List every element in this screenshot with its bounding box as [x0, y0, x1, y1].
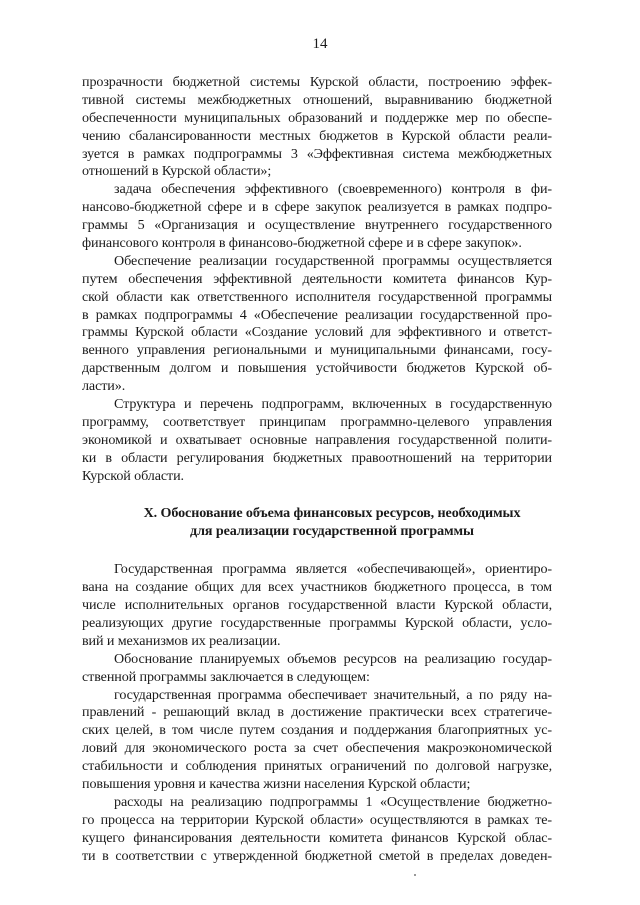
heading-line: X. Обоснование объема финансовых ресурсов, необходимых — [143, 505, 521, 522]
paragraph-line: ловий для экономического роста за счет обеспечения макроэкономической — [82, 740, 552, 757]
paragraph — [82, 794, 552, 866]
paragraph-line: ственной программы заключается в следующем: — [82, 668, 370, 685]
text-section-before-heading — [82, 74, 552, 485]
paragraph — [82, 74, 552, 181]
paragraph-line: реализующих другие государственные программы Курской области, усло- — [82, 614, 552, 631]
section-heading — [82, 505, 552, 541]
paragraph-line: экономикой и охватывает основные направления государственной полити- — [82, 431, 552, 448]
page-number: 14 — [312, 36, 328, 52]
paragraph — [82, 561, 552, 650]
paragraph-line: Государственная программа является «обеспечивающей», ориентиро- — [114, 561, 552, 578]
scan-speck — [414, 874, 416, 876]
paragraph-line: Обеспечение реализации государственной программы осуществляется — [114, 252, 552, 269]
paragraph-line: программу, соответствует принципам программно-целевого управления — [82, 413, 552, 430]
paragraph-line: расходы на реализацию подпрограммы 1 «Осуществление бюджетно- — [114, 793, 552, 810]
paragraph — [82, 396, 552, 485]
text-section-after-heading — [82, 561, 552, 865]
paragraph-line: ской области как ответственного исполнителя государственной программы — [82, 288, 552, 305]
paragraph-line: правлений - решающий вклад в достижение практически всех стратегиче- — [82, 704, 552, 721]
paragraph — [82, 651, 552, 687]
paragraph — [82, 253, 552, 396]
paragraph-line: прозрачности бюджетной системы Курской области, построению эффек- — [82, 74, 552, 90]
paragraph-line: дарственным долгом и повышения устойчивости бюджетов Курской об- — [82, 360, 552, 377]
paragraph — [82, 181, 552, 253]
paragraph-line: нансово-бюджетной сфере и в сфере закупок реализуется в рамках подпро- — [82, 199, 552, 216]
paragraph-line: обеспеченности муниципальных образований и поддержке мер по обеспе- — [82, 109, 552, 126]
paragraph-line: повышения уровня и качества жизни населения Курской области; — [82, 775, 471, 792]
paragraph-line: задача обеспечения эффективного (своевременного) контроля в фи- — [114, 181, 552, 198]
paragraph-line: в рамках подпрограммы 4 «Обеспечение реализации государственной про- — [82, 306, 552, 323]
paragraph-line: Обоснование планируемых объемов ресурсов на реализацию государ- — [114, 650, 552, 667]
paragraph-line: ти в соответствии с утвержденной бюджетной сметой в пределах доведен- — [82, 847, 552, 864]
paragraph-line: граммы 5 «Организация и осуществление внутреннего государственного — [82, 217, 552, 234]
paragraph-line: Курской области. — [82, 467, 184, 484]
paragraph-line: финансового контроля в финансово-бюджетной сфере и в сфере закупок». — [82, 235, 522, 252]
paragraph-line: числе исполнительных органов государственной власти Курской области, — [82, 597, 552, 614]
paragraph-line: венного управления региональными и муниципальными финансами, госу- — [82, 342, 552, 359]
paragraph-line: путем обеспечения эффективной деятельности комитета финансов Кур- — [82, 270, 552, 287]
paragraph-line: го процесса на территории Курской области» осуществляются в рамках те- — [82, 811, 552, 828]
paragraph-line: вий и механизмов их реализации. — [82, 632, 281, 649]
paragraph-line: ласти». — [82, 378, 126, 395]
paragraph-line: кущего финансирования деятельности комитета финансов Курской облас- — [82, 829, 552, 846]
paragraph-line: стабильности и соблюдения принятых ограничений по долговой нагрузке, — [82, 758, 552, 775]
paragraph-line: зуется в рамках подпрограммы 3 «Эффективная система межбюджетных — [82, 145, 552, 162]
paragraph-line: тивной системы межбюджетных отношений, выравниванию бюджетной — [82, 91, 552, 108]
heading-line: для реализации государственной программы — [190, 523, 474, 540]
paragraph — [82, 687, 552, 794]
paragraph-line: отношений в Курской области»; — [82, 163, 272, 180]
paragraph-line: вана на создание общих для всех участников бюджетного процесса, в том — [82, 579, 552, 596]
paragraph-line: чению сбалансированности местных бюджетов в Курской области реали- — [82, 127, 552, 144]
paragraph-line: Структура и перечень подпрограмм, включенных в государственную — [114, 396, 552, 413]
paragraph-line: ки в области регулирования бюджетных правоотношений на территории — [82, 449, 552, 466]
paragraph-line: государственная программа обеспечивает значительный, а по ряду на- — [114, 686, 552, 703]
paragraph-line: ских целей, в том числе путем создания и поддержания благоприятных ус- — [82, 722, 552, 739]
page-content — [82, 74, 552, 865]
paragraph-line: граммы Курской области «Создание условий для эффективного и ответст- — [82, 324, 552, 341]
